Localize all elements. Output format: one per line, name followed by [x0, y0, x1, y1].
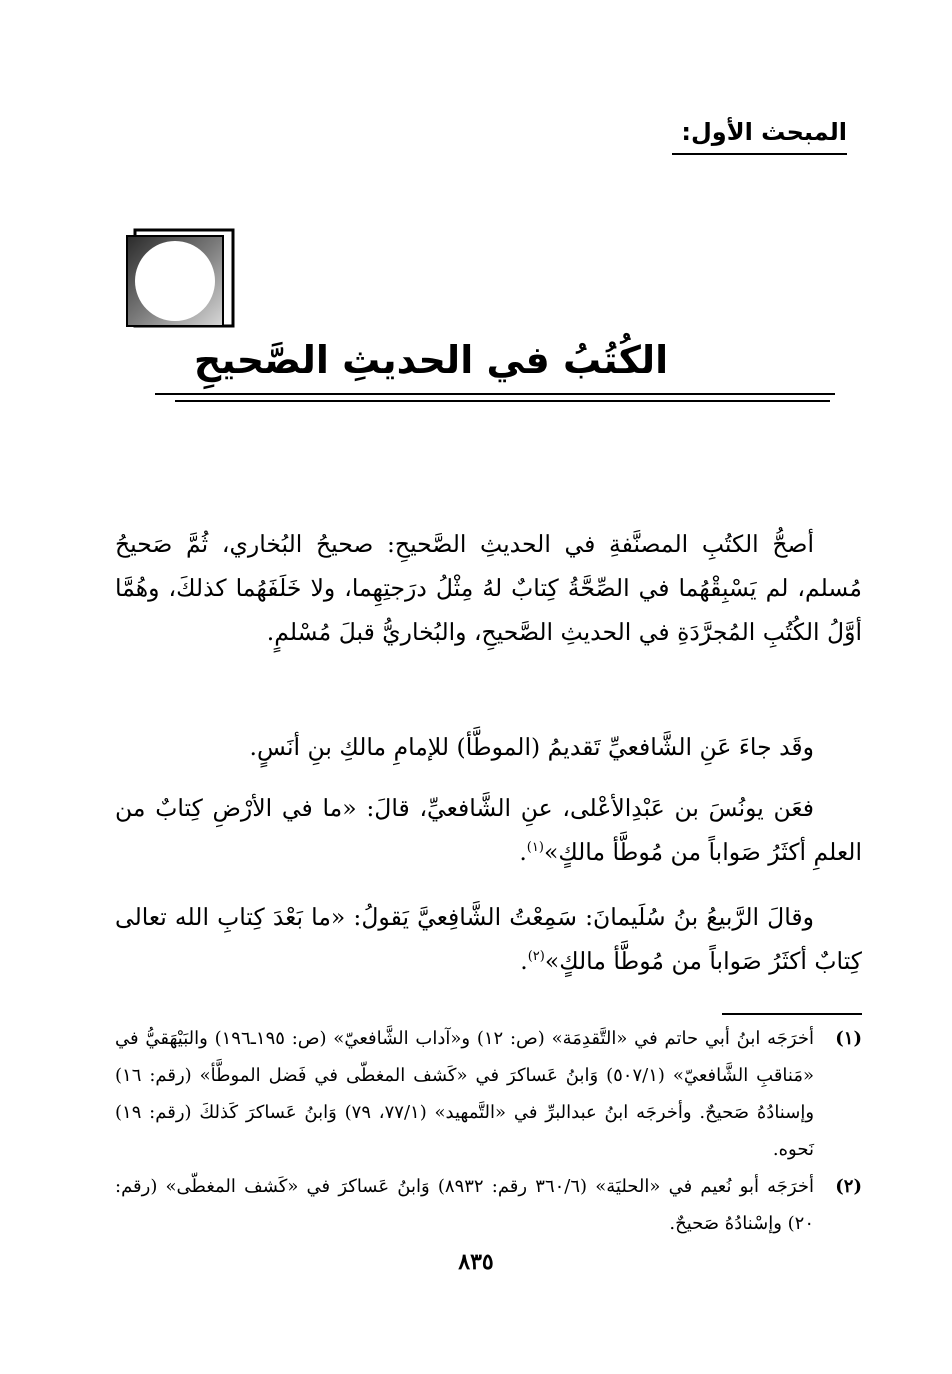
page-number: ٨٣٥ — [458, 1249, 494, 1275]
paragraph-quote-rabi — [115, 895, 862, 983]
footnote-item — [115, 1020, 862, 1168]
footnote-text: أخرَجَه ابنُ أبي حاتم في «التَّقدِمَة» (ص: ١٢) و«آداب الشَّافعيّ» (ص: ١٩٥ـ١٩٦) والبَيْهَقيُّ في «مَناقبِ الشَّافعيّ» (٥٠٧/١) وَابنُ عَساكرَ في «كَشف المغطّى في فَضل الموطَّأ» (رقم: ١٦) وإسنادُهُ صَحيحٌ. وأخرجَه ابنُ عبدالبرِّ في «التَّمهيد» (٧٧/١، ٧٩) وَابنُ عَساكرَ كَذلكَ (رقم: ١٩) نَحوه. — [115, 1028, 815, 1160]
footnote-number: (١) — [835, 1028, 862, 1049]
footnote-ref: (٢) — [527, 949, 545, 965]
title-underline — [155, 393, 835, 395]
footnote-item — [115, 1168, 862, 1242]
paragraph-intro: أصحُّ الكتُبِ المصنَّفةِ في الحديثِ الصَّحيحِ: صحيحُ البُخاري، ثُمَّ صَحيحُ مُسلم، لم يَسْبِقْهُما في الصِّحَّةُ كِتابٌ لهُ مِثْلُ درَجتِهِما، ولا خَلَفَهُما كذلكَ، وهُمَّا أوَّلُ الكُتُبِ المُجرَّدَةِ في الحديثِ الصَّحيحِ، والبُخاريُّ قبلَ مُسْلمٍ. — [115, 530, 862, 646]
chapter-emblem-icon — [125, 228, 235, 328]
footnote-separator — [722, 1013, 862, 1015]
footnote-text: أخرَجَه أبو نُعيم في «الحليَة» (٣٦٠/٦ رقم: ٨٩٣٢) وَابنُ عَساكرَ في «كَشف المغطّى» (رقم: ٢٠) وإسْنادُهُ صَحيحٌ. — [115, 1176, 814, 1234]
title-underline-second — [175, 400, 830, 402]
footnote-ref: (١) — [526, 840, 544, 856]
footnotes — [115, 1020, 862, 1242]
quote-end: . — [519, 838, 527, 866]
section-underline — [672, 153, 847, 155]
chapter-title: الكُتُبُ في الحديثِ الصَّحيحِ — [193, 338, 669, 382]
footnote-number: (٢) — [835, 1176, 862, 1197]
quote-text: فعَن يونُسَ بن عَبْدِالأعْلى، عنِ الشَّافعيِّ، قالَ: «ما في الأرْضِ كِتابٌ من العلمِ أكثَرُ صَواباً من مُوطَّأ مالكٍ» — [115, 794, 862, 866]
section-label: المبحث الأول: — [681, 118, 847, 146]
paragraph-shafii: وقَد جاءَ عَنِ الشَّافعيِّ تَقديمُ (الموطَّأ) للإمامِ مالكِ بنِ أنَسٍ. — [249, 733, 814, 761]
quote-text: وقالَ الرَّبيعُ بنُ سُلَيمانَ: سَمِعْتُ الشَّافِعيَّ يَقولُ: «ما بَعْدَ كِتابِ الله تعالى كِتابٌ أكثَرُ صَواباً من مُوطَّأ مالكٍ» — [115, 903, 862, 975]
paragraph-quote-yunus — [115, 786, 862, 874]
quote-end: . — [520, 947, 528, 975]
